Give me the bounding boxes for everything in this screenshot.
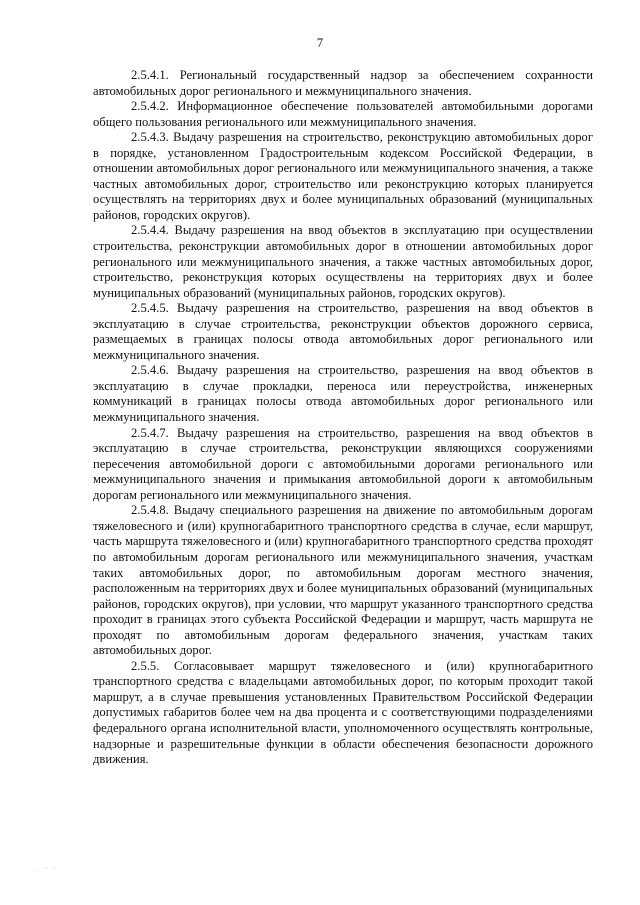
paragraph-2-5-4-6: 2.5.4.6. Выдачу разрешения на строительство, разрешения на ввод объектов в эксплуатацию в случае прокладки, переноса или переустройства, инженерных коммуникаций в границах полосы отвода автомобильных дорог регионального или межмуниципального значения. [93,363,593,425]
paragraph-2-5-5: 2.5.5. Согласовывает маршрут тяжеловесного и (или) крупногабаритного транспортного средства с владельцами автомобильных дорог, по которым проходит такой маршрут, а в случае превышения установленных Правительством Российской Федерации допустимых габаритов более чем на два процента и с соответствующими подразделениями федерального органа исполнительной власти, уполномоченного осуществлять контрольные, надзорные и разрешительные функции в области обеспечения безопасности дорожного движения. [93,658,593,767]
page-number: 7 [316,36,324,50]
scan-artifact-mark: · ˙˙ ¨ [36,866,57,875]
paragraph-2-5-4-8: 2.5.4.8. Выдачу специального разрешения на движение по автомобильным дорогам тяжеловесного и (или) крупногабаритного транспортного средства в случае, если маршрут, часть маршрута тяжеловесного и (или) крупногабаритного транспортного средства проходят по автомобильным дорогам регионального или межмуниципального значения, участкам таких автомобильных дорог, по автомобильным дорогам местного значения, расположенным на территориях двух и более муниципальных образований (муниципальных районов, городских округов), при условии, что маршрут указанного транспортного средства проходит в границах этого субъекта Российской Федерации и маршрут, часть маршрута не проходят по автомобильным дорогам федерального значения, участкам таких автомобильных дорог. [93,503,593,658]
paragraph-2-5-4-3: 2.5.4.3. Выдачу разрешения на строительство, реконструкцию автомобильных дорог в порядке, установленном Градостроительным кодексом Российской Федерации, в отношении автомобильных дорог регионального или межмуниципального значения, а также частных автомобильных дорог, строительство или реконструкцию которых планируется осуществлять на территориях двух и более муниципальных образований (муниципальных районов, городских округов). [93,130,593,222]
document-body [93,68,593,768]
paragraph-2-5-4-7: 2.5.4.7. Выдачу разрешения на строительство, разрешения на ввод объектов в эксплуатацию в случае строительства, реконструкции являющихся сооружениями пересечения автомобильной дороги с автомобильными дорогами регионального или межмуниципального значения и примыкания автомобильной дороги к автомобильным дорогам регионального или межмуниципального значения. [93,425,593,502]
paragraph-2-5-4-2: 2.5.4.2. Информационное обеспечение пользователей автомобильными дорогами общего пользования регионального или межмуниципального значения. [93,99,593,129]
paragraph-2-5-4-4: 2.5.4.4. Выдачу разрешения на ввод объектов в эксплуатацию при осуществлении строительства, реконструкции автомобильных дорог в отношении автомобильных дорог регионального или межмуниципального значения, а также частных автомобильных дорог, строительство, реконструкция которых осуществлены на территориях двух и более муниципальных образований (муниципальных районов, городских округов). [93,223,593,300]
paragraph-2-5-4-1: 2.5.4.1. Региональный государственный надзор за обеспечением сохранности автомобильных дорог регионального и межмуниципального значения. [93,68,593,98]
paragraph-2-5-4-5: 2.5.4.5. Выдачу разрешения на строительство, разрешения на ввод объектов в эксплуатацию в случае строительства, реконструкции объектов дорожного сервиса, размещаемых в границах полосы отвода автомобильных дорог регионального или межмуниципального значения. [93,301,593,362]
